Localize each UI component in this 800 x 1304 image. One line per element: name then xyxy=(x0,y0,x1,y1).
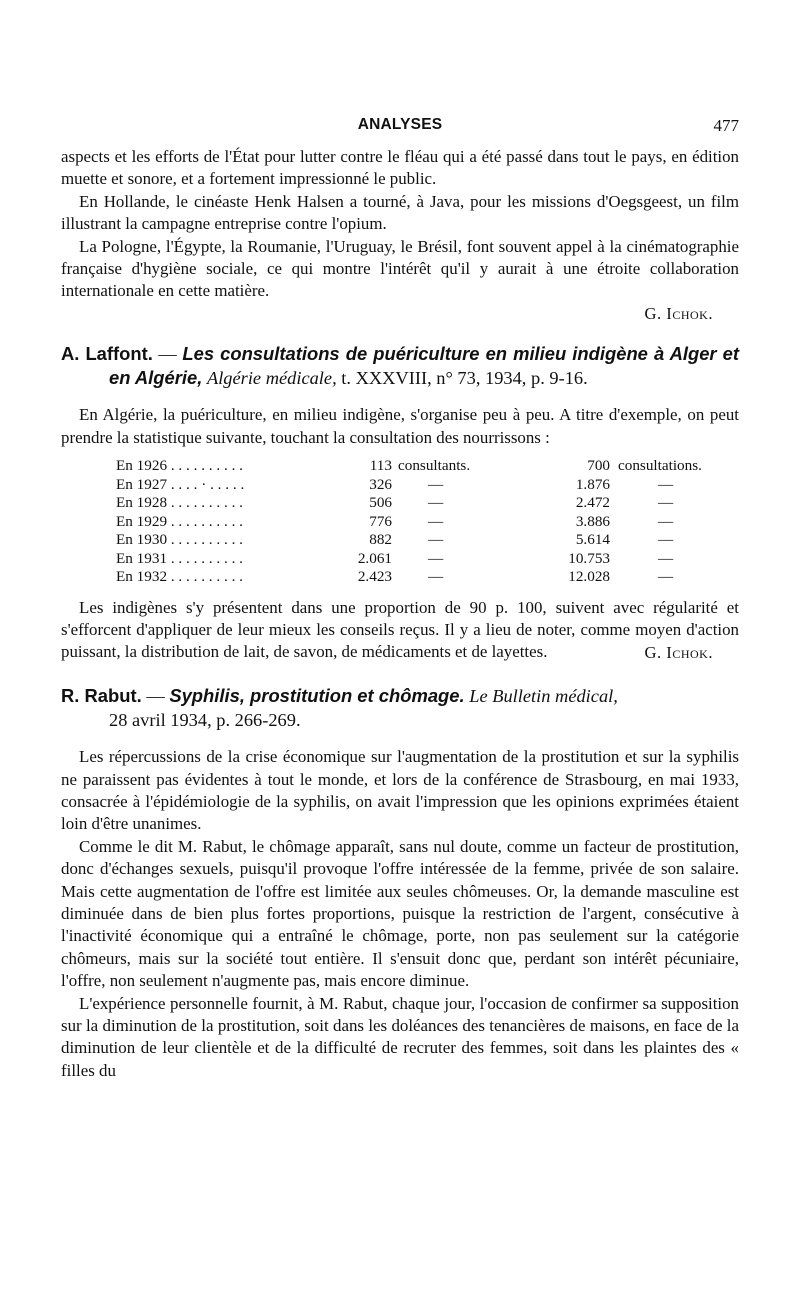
year-cell-text: En 1931 . . . . . . . . . . xyxy=(116,549,243,567)
year-cell-text: En 1932 . . . . . . . . . . xyxy=(116,568,243,586)
year-cell xyxy=(116,568,344,587)
consultants-cell-text: 2.061 xyxy=(357,549,392,567)
table-row xyxy=(116,457,702,476)
consultants-label-cell xyxy=(392,531,548,550)
consultants-label-cell-text: — xyxy=(428,549,444,567)
consultants-cell xyxy=(344,550,392,569)
consultations-cell-text: 700 xyxy=(587,457,610,475)
consultants-label-cell-text: — xyxy=(428,475,444,493)
consultants-label-cell-text: — xyxy=(428,512,444,530)
year-cell xyxy=(116,476,344,495)
consultations-label-cell-text: — xyxy=(658,475,674,493)
consultations-cell xyxy=(548,568,610,587)
entry-author: R. Rabut. xyxy=(61,685,142,707)
table-row xyxy=(116,494,702,513)
year-cell xyxy=(116,457,344,476)
entry-dash: — xyxy=(141,686,170,707)
page xyxy=(61,110,739,1082)
consultants-label-cell xyxy=(392,513,548,532)
signature: G. Ichok. xyxy=(644,642,713,662)
consultants-cell xyxy=(344,494,392,513)
page-number: 477 xyxy=(713,116,739,135)
consultants-label-cell-text: — xyxy=(428,494,444,512)
consultations-cell-text: 10.753 xyxy=(568,549,610,567)
bibliographic-entry xyxy=(61,342,739,390)
consultants-label-cell xyxy=(392,476,548,495)
consultations-cell xyxy=(548,494,610,513)
entry-journal: Algérie médicale, xyxy=(206,368,337,389)
consultants-label-cell xyxy=(392,457,548,476)
year-cell xyxy=(116,513,344,532)
consultations-label-cell xyxy=(610,513,702,532)
year-cell xyxy=(116,531,344,550)
consultants-cell-text: 776 xyxy=(369,512,392,530)
consultants-label-cell-text: — xyxy=(428,568,444,586)
entry-title: Les consultations de puériculture en milieu indigène à Alger et en Algérie, xyxy=(109,343,739,389)
consultants-cell-text: 506 xyxy=(369,494,392,512)
entry-dash: — xyxy=(152,344,183,365)
table-row xyxy=(116,531,702,550)
consultants-label-cell-text: — xyxy=(428,531,444,549)
consultations-cell xyxy=(548,513,610,532)
consultants-cell xyxy=(344,476,392,495)
consultants-cell xyxy=(344,457,392,476)
consultants-cell-text: 113 xyxy=(369,457,392,475)
entry-title: Syphilis, prostitution et chômage. xyxy=(169,685,465,707)
consultations-label-cell-text: — xyxy=(658,512,674,530)
statistics-table xyxy=(116,457,702,587)
consultations-cell-text: 5.614 xyxy=(575,531,610,549)
paragraph: Comme le dit M. Rabut, le chômage apparaît, sans nul doute, comme un facteur de prostitution, donc d'échanges sexuels, puisqu'il provoque l'offre intéressée de la femme, privée de son salaire. Mais cette augmentation de l'offre est limitée aux seules chômeuses. Or, la demande masculine est diminuée dans de bien plus fortes proportions, puisque la restriction de l'argent, consécutive à l'inactivité économique qui a entraîné le chômage, porte, non pas seulement sur la catégorie chômeurs, mais sur la société tout entière. Il s'ensuit donc que, perdant son intérêt pécuniaire, l'offre, non seulement n'augmente pas, mais encore diminue. xyxy=(61,836,739,991)
paragraph: En Algérie, la puériculture, en milieu indigène, s'organise peu à peu. A titre d'exemple, on peut prendre la statistique suivante, touchant la consultation des nourrissons : xyxy=(61,405,739,447)
year-cell-text: En 1929 . . . . . . . . . . xyxy=(116,512,243,530)
consultations-label-cell-text: — xyxy=(658,568,674,586)
year-cell xyxy=(116,550,344,569)
consultants-cell-text: 2.423 xyxy=(357,568,392,586)
year-cell-text: En 1930 . . . . . . . . . . xyxy=(116,531,243,549)
consultations-cell xyxy=(548,531,610,550)
paragraph: L'expérience personnelle fournit, à M. Rabut, chaque jour, l'occasion de confirmer sa supposition sur la diminution de la prostitution, soit dans les doléances des tenancières de maisons, en face de la diminution de leur clientèle et de la difficulté de recruter des femmes, soit dans les plaintes des « filles du xyxy=(61,993,739,1080)
consultations-cell xyxy=(548,476,610,495)
table-row xyxy=(116,513,702,532)
consultants-label-cell xyxy=(392,494,548,513)
consultations-cell-text: 3.886 xyxy=(575,512,610,530)
year-cell xyxy=(116,494,344,513)
table-row xyxy=(116,568,702,587)
consultations-label-cell xyxy=(610,457,702,476)
paragraph: Les répercussions de la crise économique sur l'augmentation de la prostitution et sur la syphilis ne paraissent pas évidentes à tout le monde, et lors de la conférence de Strasbourg, en mai 1933, consacrée à l'épidémiologie de la syphilis, on avait l'impression que les opinions exprimées étaient loin d'être unanimes. xyxy=(61,747,739,834)
consultations-label-cell xyxy=(610,550,702,569)
entry-citation: 28 avril 1934, p. 266-269. xyxy=(109,710,301,731)
table-row xyxy=(116,550,702,569)
entry-citation: t. XXXVIII, n° 73, 1934, p. 9-16. xyxy=(336,368,588,389)
year-cell-text: En 1926 . . . . . . . . . . xyxy=(116,457,243,475)
running-header xyxy=(61,110,739,136)
consultations-label-cell-text: — xyxy=(658,494,674,512)
paragraph: Les indigènes s'y présentent dans une proportion de 90 p. 100, suivent avec régularité et s'efforcent d'appliquer de leur mieux les conseils reçus. Il y a lieu de noter, comme moyen d'action puissant, la distribution de lait, de savon, de médicaments et de layettes. xyxy=(61,597,739,662)
consultants-cell xyxy=(344,531,392,550)
entry-journal: Le Bulletin médical, xyxy=(469,686,618,707)
consultations-cell xyxy=(548,457,610,476)
consultants-label-cell xyxy=(392,568,548,587)
consultations-cell-text: 1.876 xyxy=(575,475,610,493)
entry-author: A. Laffont. xyxy=(61,343,153,365)
consultations-label-cell xyxy=(610,494,702,513)
bibliographic-entry xyxy=(61,684,739,732)
signature: G. Ichok. xyxy=(644,303,713,323)
consultations-label-cell xyxy=(610,568,702,587)
paragraph: En Hollande, le cinéaste Henk Halsen a tourné, à Java, pour les missions d'Oegsgeest, un film illustrant la campagne entreprise contre l'opium. xyxy=(61,191,739,234)
consultants-cell xyxy=(344,568,392,587)
table-row xyxy=(116,476,702,495)
consultants-cell-text: 882 xyxy=(369,531,392,549)
consultations-label-cell-text: — xyxy=(658,531,674,549)
consultations-label-cell xyxy=(610,476,702,495)
consultants-cell xyxy=(344,513,392,532)
consultations-cell-text: 12.028 xyxy=(568,568,610,586)
consultants-label-cell-text: consultants. xyxy=(398,457,471,475)
year-cell-text: En 1928 . . . . . . . . . . xyxy=(116,494,243,512)
paragraph: La Pologne, l'Égypte, la Roumanie, l'Uruguay, le Brésil, font souvent appel à la cinématographie française d'hygiène sociale, ce qui montre l'intérêt qu'il y aurait à une étroite collaboration internationale en cette matière. xyxy=(61,236,739,301)
consultations-label-cell-text: — xyxy=(658,549,674,567)
consultations-cell xyxy=(548,550,610,569)
year-cell-text: En 1927 . . . . · . . . . . xyxy=(116,475,245,493)
header-title: ANALYSES xyxy=(357,116,443,133)
paragraph: aspects et les efforts de l'État pour lutter contre le fléau qui a été passé dans tout le pays, en édition muette et sonore, et a fortement impressionné le public. xyxy=(61,147,739,189)
consultants-cell-text: 326 xyxy=(369,475,392,493)
consultants-label-cell xyxy=(392,550,548,569)
consultations-label-cell xyxy=(610,531,702,550)
consultations-cell-text: 2.472 xyxy=(575,494,610,512)
consultations-label-cell-text: consultations. xyxy=(618,457,702,475)
